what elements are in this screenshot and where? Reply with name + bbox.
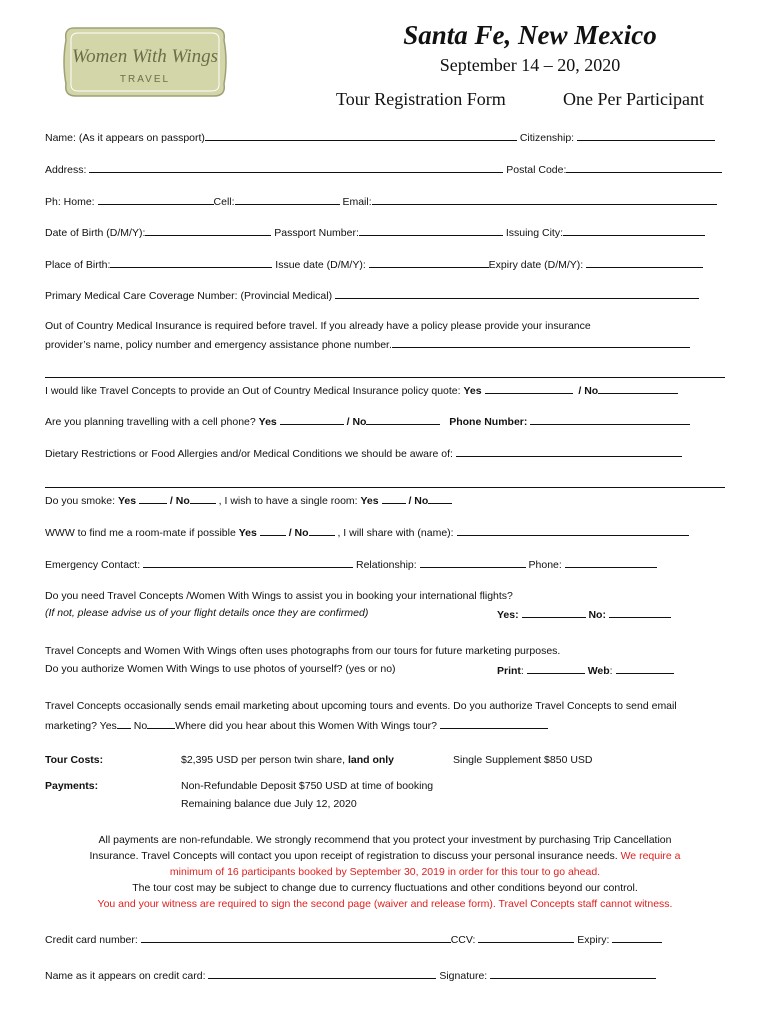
land-only-text: land only: [347, 754, 395, 766]
smoke-slash: /: [169, 495, 173, 507]
payment-balance: Remaining balance due July 12, 2020: [181, 798, 357, 810]
postal-code-label: Postal Code:: [506, 164, 567, 176]
quote-slash: /: [578, 385, 582, 397]
tour-costs-text: $2,395 USD per person twin share,: [181, 754, 348, 766]
cell-field[interactable]: [235, 193, 340, 205]
photos-web-label: Web: [587, 665, 610, 677]
photos-line-2: Do you authorize Women With Wings to use photos of yourself? (yes or no): [45, 663, 396, 675]
medical-row: [45, 287, 699, 303]
smoke-no-label: No: [175, 495, 190, 507]
dietary-row: [45, 445, 682, 461]
phone-number-label: Phone Number:: [449, 416, 528, 428]
flights-note: (If not, please advise us of your flight details once they are confirmed): [45, 607, 369, 619]
medical-field[interactable]: [335, 287, 699, 299]
roommate-yes-label: Yes: [238, 527, 257, 539]
email-label: Email:: [342, 196, 372, 208]
dietary-field[interactable]: [456, 445, 682, 457]
flights-yes-label: Yes:: [497, 609, 519, 621]
ccv-field[interactable]: [478, 931, 574, 943]
email-mkt-yes-label: marketing? Yes: [45, 720, 117, 732]
smoke-row: [45, 492, 452, 508]
insurance-line-1: Out of Country Medical Insurance is required before travel. If you already have a policy please provide your insurance: [45, 320, 591, 332]
home-phone-field[interactable]: [98, 193, 214, 205]
place-of-birth-label: Place of Birth:: [45, 259, 111, 271]
per-participant-note: One Per Participant: [563, 89, 704, 109]
hear-about-field[interactable]: [440, 717, 548, 729]
flights-answer: [497, 606, 671, 622]
emergency-row: [45, 556, 657, 572]
card-number-label: Credit card number:: [45, 934, 138, 946]
women-with-wings-logo: [60, 22, 230, 102]
issuing-city-label: Issuing City:: [505, 227, 564, 239]
name-field[interactable]: [205, 129, 517, 141]
address-field[interactable]: [89, 161, 503, 173]
citizenship-field[interactable]: [577, 129, 715, 141]
email-marketing-row: [45, 717, 548, 733]
email-mkt-yes-field[interactable]: [117, 717, 131, 729]
roommate-slash: /: [288, 527, 292, 539]
single-room-slash: /: [408, 495, 412, 507]
cell-label: Cell:: [213, 196, 235, 208]
roommate-yes-field[interactable]: [260, 524, 286, 536]
name-on-card-field[interactable]: [208, 967, 436, 979]
notice-block: [45, 832, 725, 912]
share-with-field[interactable]: [457, 524, 689, 536]
name-row: [45, 129, 715, 145]
photos-line-1: Travel Concepts and Women With Wings often uses photographs from our tours for future marketing purposes.: [45, 645, 561, 657]
issue-date-field[interactable]: [369, 256, 489, 268]
signature-label: Signature:: [439, 970, 488, 982]
roommate-row: [45, 524, 689, 540]
credit-card-row: [45, 931, 662, 947]
single-room-no-label: No: [414, 495, 429, 507]
flights-yes-field[interactable]: [522, 606, 586, 618]
place-of-birth-field[interactable]: [110, 256, 272, 268]
logo-text: Women With Wings: [71, 46, 219, 67]
cellphone-yes-label: Yes: [258, 416, 277, 428]
name-label: Name: (As it appears on passport): [45, 132, 205, 144]
emergency-contact-field[interactable]: [143, 556, 353, 568]
photos-web-field[interactable]: [616, 662, 674, 674]
expiry-label: Expiry:: [577, 934, 610, 946]
cellphone-no-field[interactable]: [366, 413, 440, 425]
insurance-field-extra-line[interactable]: [45, 377, 725, 378]
tour-dates: September 14 – 20, 2020: [439, 55, 621, 75]
quote-no-field[interactable]: [598, 382, 678, 394]
cellphone-row: [45, 413, 690, 429]
name-on-card-label: Name as it appears on credit card:: [45, 970, 206, 982]
quote-yes-field[interactable]: [485, 382, 573, 394]
email-mkt-no-label: No: [133, 720, 148, 732]
cellphone-no-label: No: [352, 416, 367, 428]
phone-row: [45, 193, 717, 209]
email-mkt-no-field[interactable]: [147, 717, 175, 729]
expiry-field[interactable]: [612, 931, 662, 943]
notice-line-4: The tour cost may be subject to change due to currency fluctuations and other conditions beyond our control.: [132, 882, 638, 894]
expiry-date-field[interactable]: [586, 256, 703, 268]
quote-row: [45, 382, 678, 398]
place-of-birth-row: [45, 256, 703, 272]
issue-date-label: Issue date (D/M/Y):: [275, 259, 366, 271]
dietary-label: Dietary Restrictions or Food Allergies and/or Medical Conditions we should be aware of:: [45, 448, 453, 460]
notice-line-3: minimum of 16 participants booked by September 30, 2019 in order for this tour to go ahead.: [169, 866, 601, 878]
roommate-no-field[interactable]: [309, 524, 335, 536]
payment-deposit: Non-Refundable Deposit $750 USD at time of booking: [181, 780, 434, 792]
flights-question: Do you need Travel Concepts /Women With Wings to assist you in booking your international flights?: [45, 590, 513, 602]
tour-costs-value: [181, 753, 394, 767]
postal-code-field[interactable]: [566, 161, 722, 173]
single-room-label: , I wish to have a single room:: [218, 495, 358, 507]
quote-yes-label: Yes: [463, 385, 482, 397]
relationship-field[interactable]: [420, 556, 526, 568]
photos-print-field[interactable]: [527, 662, 585, 674]
insurance-field[interactable]: [392, 336, 690, 348]
share-with-label: , I will share with (name):: [337, 527, 454, 539]
quote-no-label: No: [584, 385, 599, 397]
payments-label: Payments:: [45, 780, 99, 792]
home-phone-label: Ph: Home:: [45, 196, 95, 208]
single-room-yes-label: Yes: [360, 495, 379, 507]
tour-costs-label: Tour Costs:: [45, 754, 104, 766]
email-field[interactable]: [372, 193, 717, 205]
form-name: Tour Registration Form: [336, 89, 506, 109]
relationship-label: Relationship:: [355, 559, 417, 571]
insurance-label: provider’s name, policy number and emergency assistance phone number.: [45, 339, 392, 351]
citizenship-label: Citizenship:: [519, 132, 575, 144]
smoke-label: Do you smoke:: [45, 495, 116, 507]
logo-subtext: TRAVEL: [119, 74, 171, 85]
quote-label: I would like Travel Concepts to provide an Out of Country Medical Insurance policy quote:: [45, 385, 461, 397]
emergency-phone-label: Phone:: [528, 559, 562, 571]
single-room-no-field[interactable]: [428, 492, 452, 504]
dob-row: [45, 224, 705, 240]
notice-line-1: All payments are non-refundable. We strongly recommend that you protect your investment by purchasing Trip Cancellation: [98, 834, 672, 846]
passport-field[interactable]: [359, 224, 503, 236]
emergency-phone-field[interactable]: [565, 556, 657, 568]
expiry-date-label: Expiry date (D/M/Y):: [488, 259, 584, 271]
cellphone-label: Are you planning travelling with a cell phone?: [45, 416, 256, 428]
smoke-yes-label: Yes: [117, 495, 137, 507]
cellphone-slash: /: [346, 416, 350, 428]
ccv-label: CCV:: [450, 934, 476, 946]
insurance-row: [45, 336, 690, 352]
signature-field[interactable]: [490, 967, 656, 979]
roommate-label: WWW to find me a room-mate if possible: [45, 527, 236, 539]
dob-label: Date of Birth (D/M/Y):: [45, 227, 146, 239]
email-marketing-line-1: Travel Concepts occasionally sends email marketing about upcoming tours and events. Do you authorize Travel Concepts to send email: [45, 700, 677, 712]
hear-about-label: Where did you hear about this Women With Wings tour?: [175, 720, 438, 732]
card-name-row: [45, 967, 656, 983]
flights-no-label: No:: [588, 609, 606, 621]
emergency-contact-label: Emergency Contact:: [45, 559, 141, 571]
dietary-field-extra-line[interactable]: [45, 487, 725, 488]
single-room-yes-field[interactable]: [382, 492, 406, 504]
single-supplement: Single Supplement $850 USD: [453, 754, 593, 766]
page-title: Santa Fe, New Mexico: [403, 20, 657, 50]
notice-line-2-red: We require a: [617, 850, 681, 862]
notice-line-2: [45, 848, 725, 864]
issuing-city-field[interactable]: [563, 224, 705, 236]
dob-field[interactable]: [145, 224, 271, 236]
passport-label: Passport Number:: [274, 227, 359, 239]
smoke-yes-field[interactable]: [139, 492, 167, 504]
flights-no-field[interactable]: [609, 606, 671, 618]
medical-label: Primary Medical Care Coverage Number: (Provincial Medical): [45, 290, 333, 302]
address-label: Address:: [45, 164, 87, 176]
notice-line-2-text: Insurance. Travel Concepts will contact you upon receipt of registration to discuss your personal insurance needs.: [89, 850, 618, 862]
smoke-no-field[interactable]: [190, 492, 216, 504]
photos-print-label: Print: [497, 665, 521, 677]
roommate-no-label: No: [294, 527, 309, 539]
card-number-field[interactable]: [141, 931, 451, 943]
cellphone-yes-field[interactable]: [280, 413, 344, 425]
photos-answer: Print: Web:: [497, 662, 674, 678]
notice-line-5: You and your witness are required to sign the second page (waiver and release form). Travel Concepts staff cannot witness.: [97, 898, 673, 910]
phone-number-field[interactable]: [530, 413, 690, 425]
address-row: [45, 161, 722, 177]
